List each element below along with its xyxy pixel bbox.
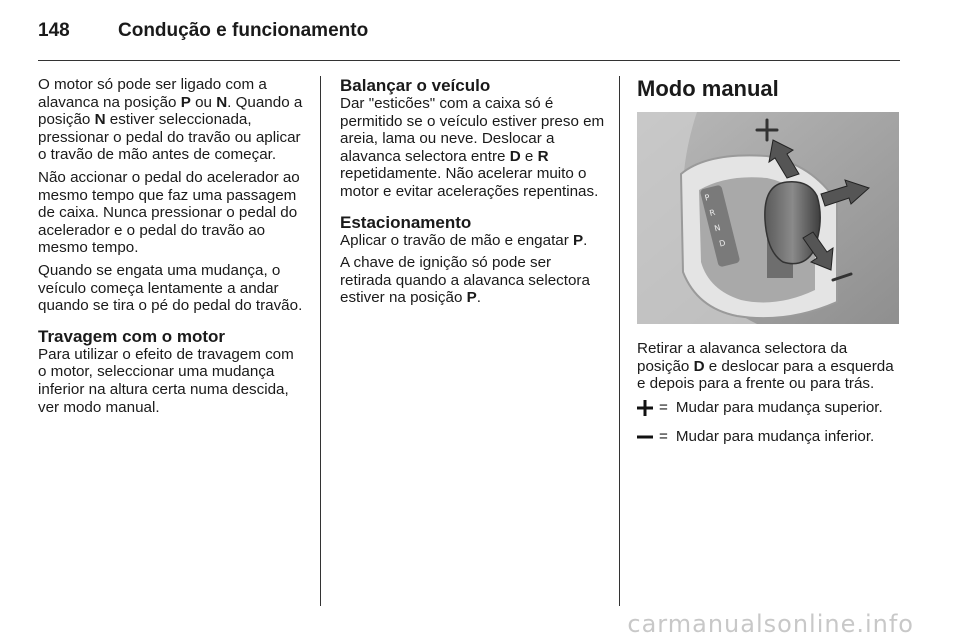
- paragraph-creep: Quando se engata uma mudança, o veículo começa lentamente a andar quando se tira o pé do pedal do travão.: [38, 261, 303, 315]
- header-rule: [38, 60, 900, 61]
- legend-equals: =: [659, 428, 668, 446]
- heading-rocking: Balançar o veículo: [340, 76, 491, 95]
- svg-text:N: N: [713, 223, 722, 234]
- svg-text:P: P: [703, 192, 711, 203]
- minus-icon: [637, 429, 653, 445]
- paragraph-accelerator-warning: Não accionar o pedal do acelerador ao mesmo tempo que faz uma passagem de caixa. Nunca pressionar o pedal do acelerador e o pedal do travão ao mesmo tempo.: [38, 168, 300, 257]
- heading-manual-mode: Modo manual: [637, 76, 779, 101]
- svg-text:D: D: [718, 238, 727, 249]
- heading-engine-braking: Travagem com o motor: [38, 326, 226, 346]
- column-left: [38, 76, 304, 421]
- paragraph-parking: Aplicar o travão de mão e engatar P.: [340, 231, 588, 249]
- paragraph-start-engine: O motor só pode ser ligado com a alavanca na posição P ou N. Quando a posição N estiver seleccionada, pressionar o pedal do travão ou aplicar o travão de mão antes de começar.: [38, 76, 303, 164]
- legend-upshift-text: Mudar para mudança superior.: [675, 398, 883, 416]
- paragraph-ignition-key: A chave de ignição só pode ser retirada quando a alavanca selectora estiver na posição P.: [340, 254, 590, 307]
- page-number: 148: [38, 20, 70, 41]
- gear-selector-illustration: [637, 112, 899, 324]
- heading-parking: Estacionamento: [340, 212, 472, 232]
- paragraph-rocking: Dar "esticões" com a caixa só é permitido se o veículo estiver preso em areia, lama ou neve. Deslocar a alavanca selectora entre D e R repetidamente. Não acelerar muito o motor e evitar acelerações repentinas.: [340, 95, 605, 200]
- plus-icon: [637, 400, 653, 416]
- svg-text:R: R: [708, 207, 717, 218]
- column-middle: [340, 76, 606, 312]
- column-divider: [619, 76, 620, 606]
- page-header: [38, 20, 368, 42]
- legend-upshift: [637, 399, 903, 417]
- paragraph-engine-braking: Para utilizar o efeito de travagem com o motor, seleccionar uma mudança inferior na altura certa numa descida, ver modo manual.: [38, 345, 294, 416]
- legend-downshift-text: Mudar para mudança inferior.: [675, 428, 875, 446]
- legend-downshift: [637, 428, 903, 446]
- legend-equals: =: [659, 398, 668, 416]
- paragraph-manual-mode: Retirar a alavanca selectora da posição D e deslocar para a esquerda e depois para a frente ou para trás.: [637, 340, 894, 393]
- column-divider: [320, 76, 321, 606]
- chapter-title: Condução e funcionamento: [118, 20, 369, 41]
- column-right: [637, 76, 903, 446]
- watermark: carmanualsonline.info: [627, 610, 914, 638]
